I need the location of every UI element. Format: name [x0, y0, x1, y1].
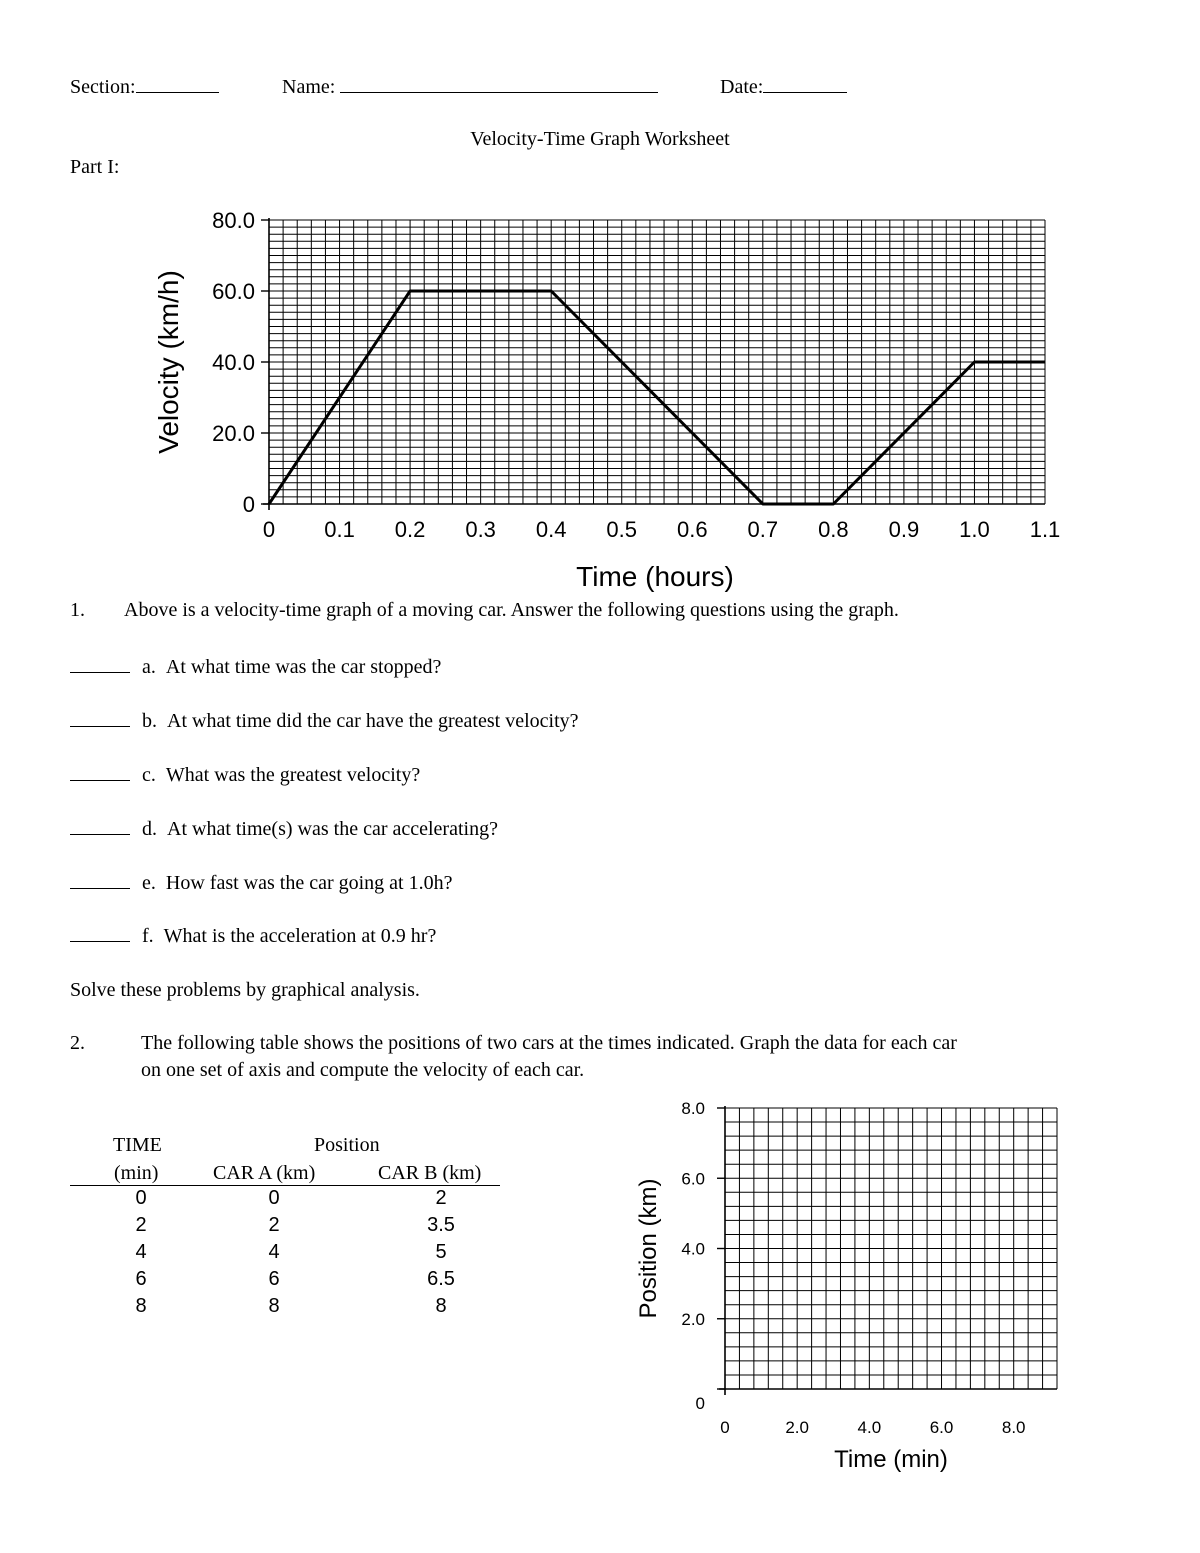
- section-label: Section:: [70, 76, 136, 98]
- question-1-item: [70, 923, 436, 948]
- item-letter: a.: [142, 656, 156, 678]
- item-text: At what time was the car stopped?: [165, 656, 442, 678]
- x-tick-label: 4.0: [857, 1418, 882, 1437]
- table-column-header-row: [70, 1161, 500, 1186]
- table-cell: 8: [435, 1295, 447, 1317]
- answer-blank[interactable]: [70, 654, 130, 673]
- solve-instruction: Solve these problems by graphical analysis.: [70, 979, 420, 1001]
- y-tick-label: 8.0: [681, 1099, 705, 1119]
- table-cell: 0: [268, 1187, 280, 1209]
- y-tick-label: 4.0: [681, 1239, 705, 1259]
- name-label: Name:: [282, 76, 336, 98]
- y-tick-label: 6.0: [681, 1169, 705, 1189]
- y-tick-label: 2.0: [681, 1309, 705, 1329]
- answer-blank[interactable]: [70, 708, 130, 727]
- table-cell: 8: [135, 1295, 147, 1317]
- x-tick-label: 0: [720, 1418, 730, 1437]
- x-tick-label: 0.7: [747, 517, 779, 542]
- answer-blank[interactable]: [70, 870, 130, 889]
- item-letter: b.: [142, 710, 157, 732]
- table-head-position: Position: [314, 1134, 380, 1156]
- table-cell: 2: [435, 1187, 447, 1209]
- part-label: Part I:: [70, 156, 120, 178]
- table-cell: 5: [435, 1241, 447, 1263]
- table-cell: 6.5: [427, 1268, 455, 1290]
- y-axis-label: Position (km): [635, 1178, 662, 1319]
- table-cell: 4: [135, 1241, 147, 1263]
- y-tick-label: 20.0: [212, 420, 255, 446]
- item-text: What was the greatest velocity?: [165, 764, 421, 786]
- x-axis-label: Time (min): [834, 1446, 948, 1473]
- x-tick-label: 1.1: [1029, 517, 1061, 542]
- item-text: How fast was the car going at 1.0h?: [165, 872, 453, 894]
- table-head-time: TIME: [113, 1134, 162, 1156]
- x-tick-label: 0.6: [676, 517, 708, 542]
- date-label: Date:: [720, 76, 764, 98]
- x-tick-label: 0.5: [606, 517, 638, 542]
- x-tick-label: 0.9: [888, 517, 920, 542]
- worksheet-title: Velocity-Time Graph Worksheet: [470, 128, 730, 150]
- answer-blank[interactable]: [70, 762, 130, 781]
- item-text: What is the acceleration at 0.9 hr?: [163, 925, 437, 947]
- x-tick-label: 6.0: [929, 1418, 954, 1437]
- item-letter: d.: [142, 818, 157, 840]
- answer-blank[interactable]: [70, 816, 130, 835]
- x-axis-label: Time (hours): [576, 561, 734, 592]
- y-axis-label: Velocity (km/h): [153, 270, 184, 454]
- table-col-car-b: CAR B (km): [378, 1162, 482, 1184]
- y-tick-label: 80.0: [212, 207, 255, 233]
- table-cell: 8: [268, 1295, 280, 1317]
- question-1-item: [70, 708, 579, 733]
- item-text: At what time did the car have the greatest velocity?: [167, 710, 579, 732]
- item-letter: c.: [142, 764, 156, 786]
- table-col-car-a: CAR A (km): [213, 1162, 316, 1184]
- y-tick-label: 60.0: [212, 278, 255, 304]
- question-2-line-1: The following table shows the positions of two cars at the times indicated. Graph the data for each car: [141, 1032, 957, 1054]
- y-tick-label: 0: [242, 491, 255, 517]
- x-tick-label: 8.0: [1001, 1418, 1026, 1437]
- table-cell: 4: [268, 1241, 280, 1263]
- y-tick-label: 0: [695, 1394, 705, 1414]
- table-cell: 3.5: [427, 1214, 455, 1236]
- x-tick-label: 2.0: [785, 1418, 809, 1437]
- question-1-number: 1.: [70, 599, 85, 621]
- table-cell: 2: [268, 1214, 280, 1236]
- table-cell: 0: [135, 1187, 147, 1209]
- item-letter: f.: [142, 925, 154, 947]
- question-1-item: [70, 762, 420, 787]
- x-tick-label: 0.1: [324, 517, 355, 542]
- x-tick-label: 0.4: [535, 517, 567, 542]
- table-cell: 6: [268, 1268, 280, 1290]
- x-tick-label: 0: [262, 517, 276, 542]
- question-2-number: 2.: [70, 1032, 85, 1054]
- x-tick-label: 1.0: [959, 517, 990, 542]
- question-1-item: [70, 654, 441, 679]
- question-2-line-2: on one set of axis and compute the velocity of each car.: [141, 1059, 585, 1081]
- y-tick-label: 40.0: [212, 349, 255, 375]
- question-1-item: [70, 870, 452, 895]
- table-cell: 6: [135, 1268, 147, 1290]
- question-1-text: Above is a velocity-time graph of a moving car. Answer the following questions using the graph.: [124, 599, 899, 621]
- question-1-item: [70, 816, 498, 841]
- x-tick-label: 0.3: [465, 517, 496, 542]
- x-tick-label: 0.8: [818, 517, 849, 542]
- table-col-time: (min): [114, 1162, 159, 1184]
- item-letter: e.: [142, 872, 156, 894]
- answer-blank[interactable]: [70, 923, 130, 942]
- x-tick-label: 0.2: [394, 517, 426, 542]
- item-text: At what time(s) was the car accelerating?: [167, 818, 498, 840]
- table-cell: 2: [135, 1214, 147, 1236]
